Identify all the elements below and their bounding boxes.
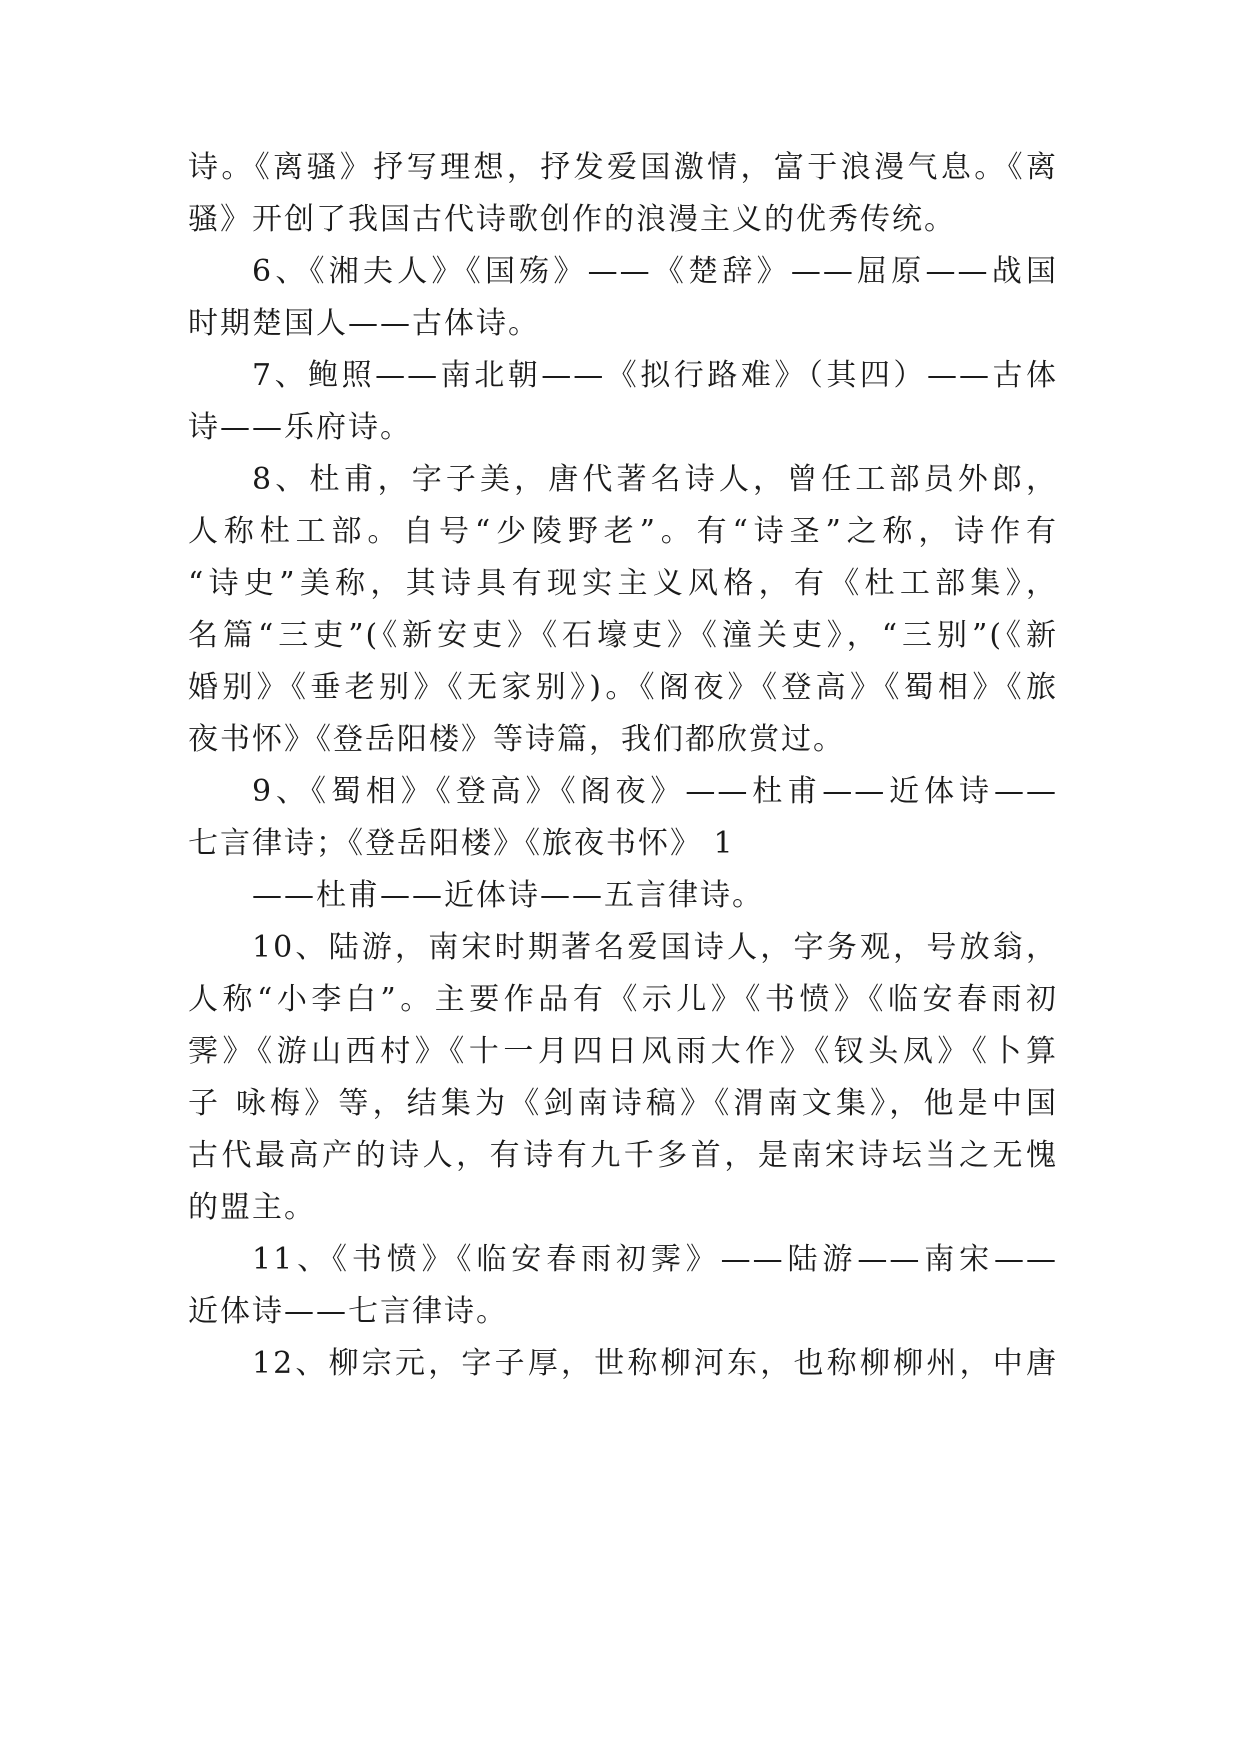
text-line: 6、《湘夫人》《国殇》——《楚辞》——屈原——战国 — [252, 254, 1058, 289]
text-line: 时期楚国人——古体诗。 — [188, 306, 540, 341]
text-line: 12、柳宗元，字子厚，世称柳河东，也称柳柳州，中唐 — [252, 1346, 1058, 1381]
text-line: 8、杜甫，字子美，唐代著名诗人，曾任工部员外郎， — [252, 462, 1058, 497]
text-line: 七言律诗；《登岳阳楼》《旅夜书怀》 1 — [188, 826, 735, 861]
text-line: 的盟主。 — [188, 1190, 316, 1225]
text-line: 近体诗——七言律诗。 — [188, 1294, 508, 1329]
text-line: ——杜甫——近体诗——五言律诗。 — [252, 878, 764, 913]
text-line: 婚别》《垂老别》《无家别》)。《阁夜》《登高》《蜀相》《旅 — [188, 670, 1058, 705]
text-line: 人称“小李白”。主要作品有《示儿》《书愤》《临安春雨初 — [188, 982, 1058, 1017]
text-line: “诗史”美称，其诗具有现实主义风格，有《杜工部集》， — [188, 566, 1058, 601]
text-line: 霁》《游山西村》《十一月四日风雨大作》《钗头凤》《卜算 — [188, 1034, 1058, 1069]
text-line: 名篇“三吏”(《新安吏》《石壕吏》《潼关吏》，“三别”(《新 — [188, 618, 1058, 653]
text-line: 夜书怀》《登岳阳楼》等诗篇，我们都欣赏过。 — [188, 722, 845, 757]
text-line: 9、《蜀相》《登高》《阁夜》——杜甫——近体诗—— — [252, 774, 1058, 809]
text-line: 子 咏梅》等，结集为《剑南诗稿》《渭南文集》，他是中国 — [188, 1086, 1058, 1121]
text-line: 11、《书愤》《临安春雨初霁》——陆游——南宋—— — [252, 1242, 1058, 1277]
text-line: 人称杜工部。自号“少陵野老”。有“诗圣”之称，诗作有 — [188, 514, 1058, 549]
text-line: 古代最高产的诗人，有诗有九千多首，是南宋诗坛当之无愧 — [188, 1138, 1058, 1173]
text-line: 7、鲍照——南北朝——《拟行路难》（其四）——古体 — [252, 358, 1058, 393]
text-line: 10、陆游，南宋时期著名爱国诗人，字务观，号放翁， — [252, 930, 1058, 965]
text-line: 诗。《离骚》抒写理想，抒发爱国激情，富于浪漫气息。《离 — [188, 150, 1058, 185]
text-line: 骚》开创了我国古代诗歌创作的浪漫主义的优秀传统。 — [188, 202, 956, 237]
text-line: 诗——乐府诗。 — [188, 410, 412, 445]
